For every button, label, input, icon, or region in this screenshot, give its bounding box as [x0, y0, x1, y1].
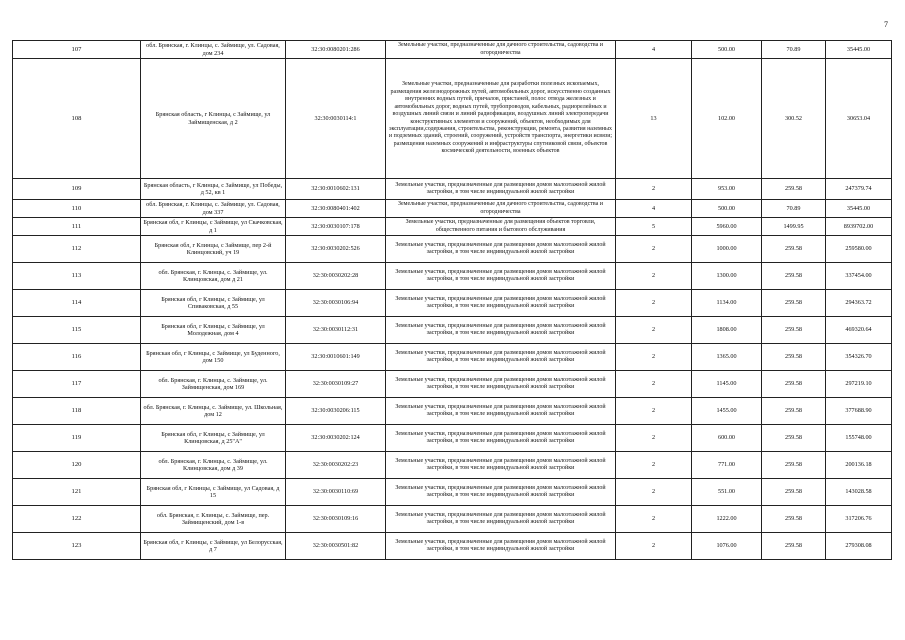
- use-code-cell: 2: [616, 290, 692, 317]
- row-number-cell: 110: [13, 200, 141, 218]
- row-number-cell: 116: [13, 344, 141, 371]
- specific-value-cell: 70.89: [762, 41, 826, 59]
- table-row: [13, 371, 892, 398]
- specific-value-cell: 259.58: [762, 179, 826, 200]
- row-number-cell: 109: [13, 179, 141, 200]
- cadastral-number-cell: 32:30:0030202:23: [286, 452, 386, 479]
- land-use-cell: Земельные участки, предназначенные для размещения домов малоэтажной жилой застройки, в том числе индивидуальной жилой застройки: [386, 344, 616, 371]
- cadastral-value-cell: 8939702.00: [826, 218, 892, 236]
- area-cell: 5960.00: [692, 218, 762, 236]
- land-use-cell: Земельные участки, предназначенные для размещения домов малоэтажной жилой застройки, в том числе индивидуальной жилой застройки: [386, 506, 616, 533]
- specific-value-cell: 259.58: [762, 317, 826, 344]
- address-cell: обл. Брянская, г. Клинцы, с. Займище, ул. Школьная, дом 12: [141, 398, 286, 425]
- land-use-cell: Земельные участки, предназначенные для размещения домов малоэтажной жилой застройки, в том числе индивидуальной жилой застройки: [386, 533, 616, 560]
- specific-value-cell: 259.58: [762, 398, 826, 425]
- cadastral-number-cell: 32:30:0030206:115: [286, 398, 386, 425]
- area-cell: 1145.00: [692, 371, 762, 398]
- land-use-cell: Земельные участки, предназначенные для размещения домов малоэтажной жилой застройки, в том числе индивидуальной жилой застройки: [386, 179, 616, 200]
- area-cell: 1222.00: [692, 506, 762, 533]
- land-use-cell: Земельные участки, предназначенные для размещения домов малоэтажной жилой застройки, в том числе индивидуальной жилой застройки: [386, 236, 616, 263]
- land-use-cell: Земельные участки, предназначенные для разработки полезных ископаемых, размещения железнодорожных путей, автомобильных дорог, искусственно созданных внутренних водных путей, причалов, пристаней, полос отвода железных и автомобильных дорог, водных путей, трубопроводов, кабельных, радиорелейных и воздушных линий связи и линий радиофикации, воздушных линий электропередачи конструктивных элементов и сооружений, объектов, необходимых для эксплуатации,содержания, строительства, реконструкции, ремонта, развития наземных и подземных зданий, строений, сооружений, устройств транспорта, энергетики исвязи; размещения наземных сооружений и инфраструктуры спутниковой связи, объектов космической деятельности, военных объектов: [386, 59, 616, 179]
- cadastral-value-cell: 30653.04: [826, 59, 892, 179]
- cadastral-value-cell: 247379.74: [826, 179, 892, 200]
- row-number-cell: 118: [13, 398, 141, 425]
- land-plot-table: [12, 40, 892, 560]
- specific-value-cell: 259.58: [762, 533, 826, 560]
- cadastral-number-cell: 32:30:0080201:286: [286, 41, 386, 59]
- area-cell: 551.00: [692, 479, 762, 506]
- land-use-cell: Земельные участки, предназначенные для размещения объектов торговли, общественного питания и бытового обслуживания: [386, 218, 616, 236]
- use-code-cell: 2: [616, 533, 692, 560]
- row-number-cell: 107: [13, 41, 141, 59]
- table-row: [13, 59, 892, 179]
- cadastral-value-cell: 337454.00: [826, 263, 892, 290]
- use-code-cell: 2: [616, 236, 692, 263]
- row-number-cell: 115: [13, 317, 141, 344]
- cadastral-value-cell: 317206.76: [826, 506, 892, 533]
- row-number-cell: 108: [13, 59, 141, 179]
- table-row: [13, 425, 892, 452]
- table-row: [13, 479, 892, 506]
- cadastral-value-cell: 200136.18: [826, 452, 892, 479]
- cadastral-number-cell: 32:30:0010601:149: [286, 344, 386, 371]
- area-cell: 1455.00: [692, 398, 762, 425]
- specific-value-cell: 1499.95: [762, 218, 826, 236]
- cadastral-value-cell: 259580.00: [826, 236, 892, 263]
- address-cell: Брянская обл, г Клинцы, с Займище, ул Клинцовская, д 25"А": [141, 425, 286, 452]
- cadastral-number-cell: 32:30:0030112:31: [286, 317, 386, 344]
- address-cell: Брянская область, г Клинцы, с Займище, ул Победы, д 52, кв 1: [141, 179, 286, 200]
- area-cell: 771.00: [692, 452, 762, 479]
- area-cell: 500.00: [692, 200, 762, 218]
- land-use-cell: Земельные участки, предназначенные для размещения домов малоэтажной жилой застройки, в том числе индивидуальной жилой застройки: [386, 263, 616, 290]
- row-number-cell: 112: [13, 236, 141, 263]
- address-cell: Брянская область, г Клинцы, с Займище, ул Займищенская, д 2: [141, 59, 286, 179]
- cadastral-value-cell: 143028.58: [826, 479, 892, 506]
- cadastral-number-cell: 32:30:0030202:28: [286, 263, 386, 290]
- row-number-cell: 111: [13, 218, 141, 236]
- use-code-cell: 2: [616, 425, 692, 452]
- row-number-cell: 121: [13, 479, 141, 506]
- address-cell: Брянская обл, г Клинцы, с Займище, ул Молодежная, дом 4: [141, 317, 286, 344]
- specific-value-cell: 259.58: [762, 452, 826, 479]
- area-cell: 500.00: [692, 41, 762, 59]
- use-code-cell: 4: [616, 200, 692, 218]
- land-use-cell: Земельные участки, предназначенные для размещения домов малоэтажной жилой застройки, в том числе индивидуальной жилой застройки: [386, 317, 616, 344]
- specific-value-cell: 259.58: [762, 371, 826, 398]
- address-cell: обл. Брянская, г. Клинцы, с. Займище, ул. Клинцовская, дом д 39: [141, 452, 286, 479]
- land-use-cell: Земельные участки, предназначенные для размещения домов малоэтажной жилой застройки, в том числе индивидуальной жилой застройки: [386, 290, 616, 317]
- land-use-cell: Земельные участки, предназначенные для дачного строительства, садоводства и огородничества: [386, 200, 616, 218]
- row-number-cell: 113: [13, 263, 141, 290]
- table-row: [13, 533, 892, 560]
- specific-value-cell: 300.52: [762, 59, 826, 179]
- table-row: [13, 218, 892, 236]
- use-code-cell: 2: [616, 263, 692, 290]
- use-code-cell: 2: [616, 344, 692, 371]
- row-number-cell: 117: [13, 371, 141, 398]
- row-number-cell: 123: [13, 533, 141, 560]
- specific-value-cell: 259.58: [762, 263, 826, 290]
- row-number-cell: 122: [13, 506, 141, 533]
- use-code-cell: 2: [616, 506, 692, 533]
- address-cell: Брянская обл, г Клинцы, с Займище, пер 2-й Клинцовский, уч 19: [141, 236, 286, 263]
- cadastral-number-cell: 32:30:0030114:1: [286, 59, 386, 179]
- table-row: [13, 398, 892, 425]
- area-cell: 1300.00: [692, 263, 762, 290]
- land-use-cell: Земельные участки, предназначенные для размещения домов малоэтажной жилой застройки, в том числе индивидуальной жилой застройки: [386, 371, 616, 398]
- cadastral-number-cell: 32:30:0030109:27: [286, 371, 386, 398]
- area-cell: 600.00: [692, 425, 762, 452]
- cadastral-number-cell: 32:30:0030202:124: [286, 425, 386, 452]
- land-use-cell: Земельные участки, предназначенные для размещения домов малоэтажной жилой застройки, в том числе индивидуальной жилой застройки: [386, 479, 616, 506]
- table-row: [13, 236, 892, 263]
- specific-value-cell: 259.58: [762, 479, 826, 506]
- table-row: [13, 179, 892, 200]
- table-row: [13, 506, 892, 533]
- cadastral-number-cell: 32:30:0030202:526: [286, 236, 386, 263]
- address-cell: Брянская обл, г Клинцы, с Займище, ул Скачковская, д 1: [141, 218, 286, 236]
- address-cell: обл. Брянская, г. Клинцы, с. Займище, ул. Займищенская, дом 169: [141, 371, 286, 398]
- address-cell: обл. Брянская, г. Клинцы, с. Займище, ул. Клинцовская, дом д 21: [141, 263, 286, 290]
- table-row: [13, 200, 892, 218]
- specific-value-cell: 259.58: [762, 425, 826, 452]
- cadastral-number-cell: 32:30:0030110:69: [286, 479, 386, 506]
- use-code-cell: 2: [616, 452, 692, 479]
- address-cell: обл. Брянская, г. Клинцы, с. Займище, ул. Садовая, дом 337: [141, 200, 286, 218]
- area-cell: 1808.00: [692, 317, 762, 344]
- use-code-cell: 2: [616, 179, 692, 200]
- cadastral-number-cell: 32:30:0080401:402: [286, 200, 386, 218]
- use-code-cell: 2: [616, 371, 692, 398]
- area-cell: 1000.00: [692, 236, 762, 263]
- area-cell: 102.00: [692, 59, 762, 179]
- cadastral-number-cell: 32:30:0030106:94: [286, 290, 386, 317]
- cadastral-value-cell: 155748.00: [826, 425, 892, 452]
- address-cell: Брянская обл, г Клинцы, с Займище, ул Буденного, дом 150: [141, 344, 286, 371]
- specific-value-cell: 70.89: [762, 200, 826, 218]
- table-row: [13, 452, 892, 479]
- address-cell: обл. Брянская, г. Клинцы, с. Займище, пер. Займищенский, дом 1-в: [141, 506, 286, 533]
- table-row: [13, 263, 892, 290]
- cadastral-number-cell: 32:30:0030501:82: [286, 533, 386, 560]
- specific-value-cell: 259.58: [762, 236, 826, 263]
- cadastral-value-cell: 35445.00: [826, 41, 892, 59]
- use-code-cell: 2: [616, 398, 692, 425]
- cadastral-number-cell: 32:30:0030107:178: [286, 218, 386, 236]
- cadastral-value-cell: 279308.08: [826, 533, 892, 560]
- row-number-cell: 120: [13, 452, 141, 479]
- cadastral-value-cell: 354326.70: [826, 344, 892, 371]
- area-cell: 1134.00: [692, 290, 762, 317]
- use-code-cell: 2: [616, 317, 692, 344]
- use-code-cell: 4: [616, 41, 692, 59]
- land-use-cell: Земельные участки, предназначенные для размещения домов малоэтажной жилой застройки, в том числе индивидуальной жилой застройки: [386, 425, 616, 452]
- use-code-cell: 13: [616, 59, 692, 179]
- cadastral-number-cell: 32:30:0010602:131: [286, 179, 386, 200]
- table-row: [13, 317, 892, 344]
- table-row: [13, 41, 892, 59]
- address-cell: обл. Брянская, г. Клинцы, с. Займище, ул. Садовая, дом 234: [141, 41, 286, 59]
- table-row: [13, 344, 892, 371]
- row-number-cell: 119: [13, 425, 141, 452]
- land-use-cell: Земельные участки, предназначенные для размещения домов малоэтажной жилой застройки, в том числе индивидуальной жилой застройки: [386, 398, 616, 425]
- cadastral-number-cell: 32:30:0030109:16: [286, 506, 386, 533]
- land-use-cell: Земельные участки, предназначенные для дачного строительства, садоводства и огородничества: [386, 41, 616, 59]
- area-cell: 953.00: [692, 179, 762, 200]
- area-cell: 1076.00: [692, 533, 762, 560]
- use-code-cell: 2: [616, 479, 692, 506]
- table-row: [13, 290, 892, 317]
- cadastral-value-cell: 297219.10: [826, 371, 892, 398]
- address-cell: Брянская обл, г Клинцы, с Займище, ул Белорусская, д 7: [141, 533, 286, 560]
- address-cell: Брянская обл, г Клинцы, с Займище, ул Садовая, д 15: [141, 479, 286, 506]
- cadastral-value-cell: 377688.90: [826, 398, 892, 425]
- page-number: 7: [884, 20, 888, 29]
- use-code-cell: 5: [616, 218, 692, 236]
- cadastral-value-cell: 35445.00: [826, 200, 892, 218]
- area-cell: 1365.00: [692, 344, 762, 371]
- cadastral-value-cell: 294363.72: [826, 290, 892, 317]
- specific-value-cell: 259.58: [762, 290, 826, 317]
- address-cell: Брянская обл, г Клинцы, с Займище, ул Спиваковская, д 55: [141, 290, 286, 317]
- specific-value-cell: 259.58: [762, 506, 826, 533]
- land-use-cell: Земельные участки, предназначенные для размещения домов малоэтажной жилой застройки, в том числе индивидуальной жилой застройки: [386, 452, 616, 479]
- row-number-cell: 114: [13, 290, 141, 317]
- cadastral-value-cell: 469320.64: [826, 317, 892, 344]
- specific-value-cell: 259.58: [762, 344, 826, 371]
